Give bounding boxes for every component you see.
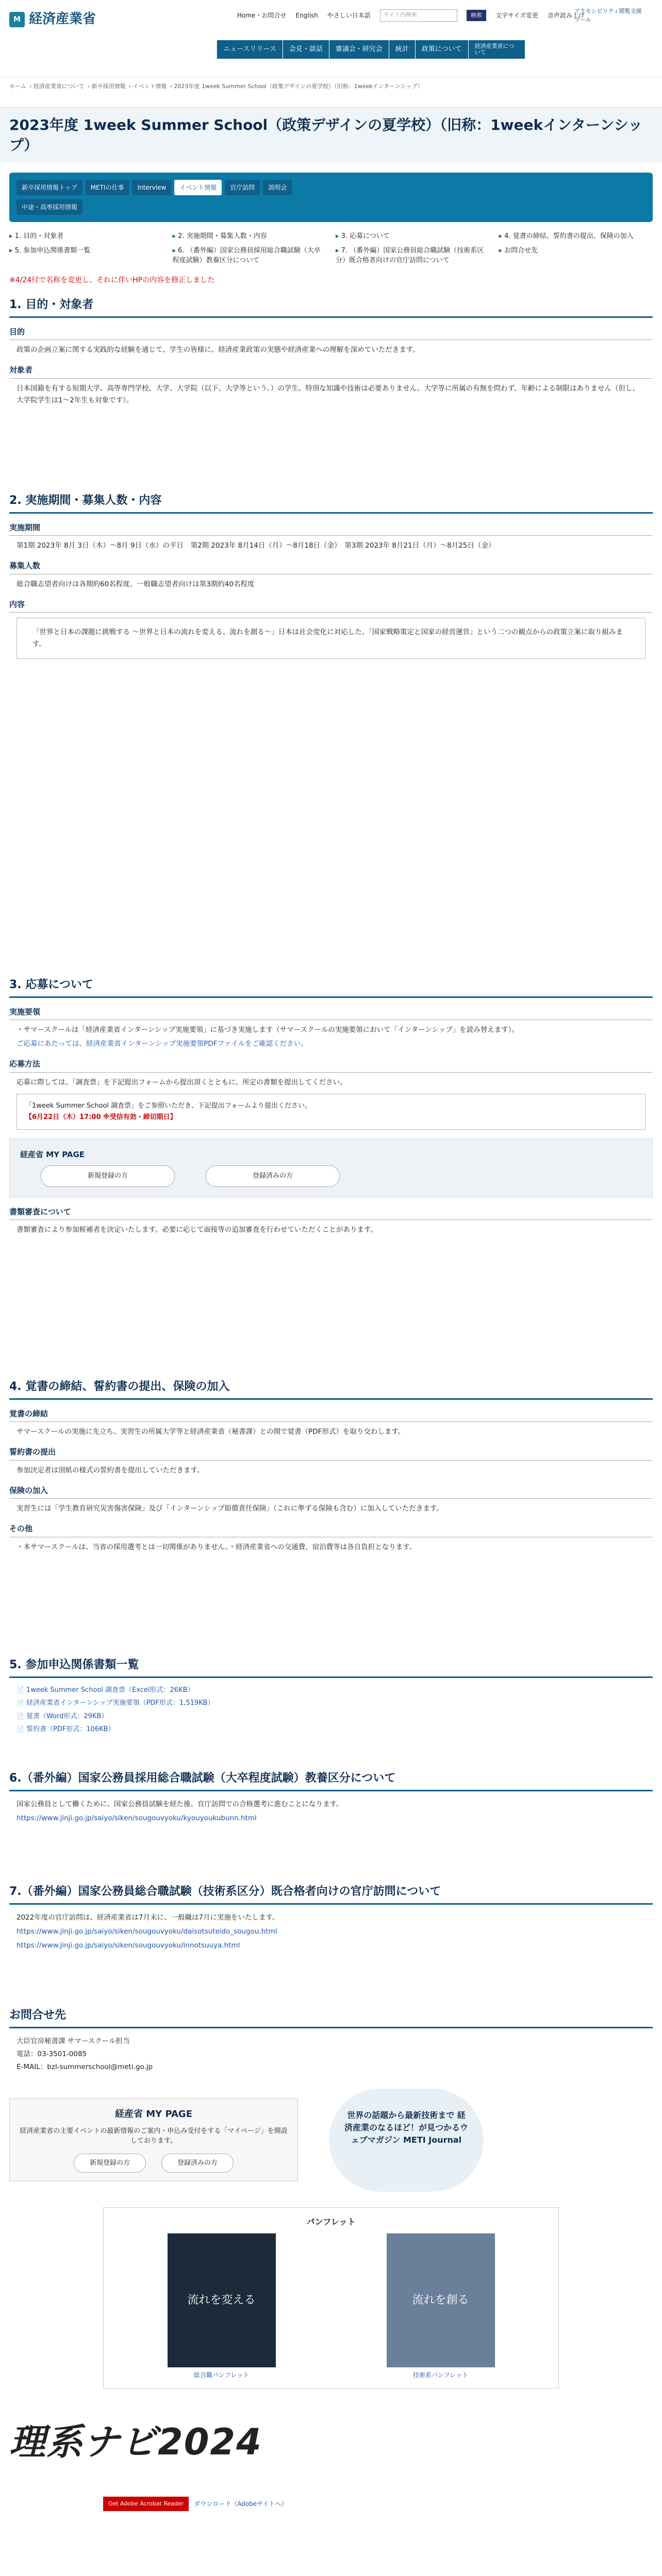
gnav-council[interactable]: 審議会・研究会 — [329, 40, 389, 59]
paragraph: 第1期 2023年 8月 3日（木）〜8月 9日（水）の平日 第2期 2023年 8月14日（月）〜8月18日（金） 第3期 2023年 8月21日（月）〜8月25日（金） — [16, 541, 495, 550]
adobe-icon[interactable]: Get Adobe Acrobat Reader — [103, 2497, 189, 2512]
subheading: その他 — [9, 1523, 653, 1537]
search-button[interactable]: 検索 — [467, 10, 486, 22]
login-button[interactable]: 登録済みの方 — [206, 1165, 340, 1187]
subheading: 書類審査について — [9, 1206, 653, 1221]
toc-item[interactable]: ▸ 3. 応募について — [336, 231, 490, 242]
application-box — [16, 1094, 646, 1130]
subheading: 誓約書の提出 — [9, 1446, 653, 1461]
toc-item[interactable]: ▸ 7. （番外編）国家公務員総合職試験（技術系区分）既合格者向けの官庁訪問について — [336, 246, 490, 266]
mypage-panel — [9, 1138, 653, 1198]
paragraph: 総合職志望者向けは各期約60名程度、一般職志望者向けは第3期約40名程度 — [16, 580, 255, 588]
util-font-size[interactable]: 文字サイズ変更 — [495, 12, 538, 19]
section-heading: 6.（番外編）国家公務員採用総合職試験（大卒程度試験）教養区分について — [9, 1770, 653, 1791]
toc-item[interactable]: ▸ 1. 目的・対象者 — [9, 231, 163, 242]
gnav-news[interactable]: ニュースリリース — [217, 40, 283, 59]
subheading: 応募方法 — [9, 1058, 653, 1073]
contact-line: 大臣官房秘書課 サマースクール担当 — [16, 2037, 130, 2045]
doc-link[interactable]: 1week Summer School 調査票（Excel形式：26KB） — [26, 1686, 194, 1694]
pamphlet-link[interactable]: 総合職パンフレット — [193, 2371, 250, 2379]
localnav-event[interactable]: イベント情報 — [174, 180, 222, 195]
pamphlet-title: パンフレット — [306, 2216, 356, 2227]
section-period — [9, 492, 653, 966]
register-button[interactable]: 新規登録の方 — [41, 1165, 175, 1187]
title-band — [0, 107, 662, 162]
localnav-interview[interactable]: Interview — [132, 180, 171, 195]
section-documents — [9, 1656, 653, 1759]
subheading: 覚書の締結 — [9, 1408, 653, 1422]
util-read-aloud[interactable]: 音声読み上げ — [547, 12, 585, 19]
paragraph: 「世界と日本の課題に挑戦する 〜世界と日本の流れを変える、流れを創る〜」日本は社会変化に対応した、「国家戦略策定と国家の経営運営」という二つの観点からの政策立案に取り組みます。 — [32, 628, 623, 649]
gnav-stats[interactable]: 統計 — [389, 40, 416, 59]
utility-nav — [237, 9, 585, 22]
subheading: 内容 — [9, 599, 653, 613]
gnav-press[interactable]: 会見・談話 — [283, 40, 329, 59]
paragraph: 2022年度の官庁訪問は、経済産業省は7月末に、一般職は7月に実施をいたします。 — [16, 1913, 279, 1922]
section-contact — [9, 2007, 653, 2073]
toc-item[interactable]: ▸ お問合せ先 — [499, 246, 653, 266]
section-heading: 4. 覚書の締結、誓約書の提出、保険の加入 — [9, 1378, 653, 1400]
pamphlet-box — [103, 2207, 559, 2388]
meti-logo-icon: M — [9, 12, 25, 27]
util-home[interactable]: Home・お問合せ — [237, 12, 287, 19]
section-heading: お問合せ先 — [9, 2007, 653, 2028]
site-header — [0, 0, 662, 77]
search-input[interactable]: サイト内検索 — [380, 9, 457, 22]
page-title: 2023年度 1week Summer School（政策デザインの夏学校）（旧称：1weekインターンシップ） — [9, 116, 643, 154]
section-heading: 7.（番外編）国家公務員総合職試験（技術系区分）既合格者向けの官庁訪問について — [9, 1883, 653, 1905]
mypage-footer-panel — [9, 2089, 653, 2192]
rikeinavi-banner[interactable]: 理系ナビ2024 — [9, 2421, 262, 2464]
toc-item[interactable]: ▸ 6. （番外編）国家公務員採用総合職試験（大卒程度試験）教養区分について — [173, 246, 327, 266]
section-agreement — [9, 1378, 653, 1646]
doc-link[interactable]: 誓約書（PDF形式：106KB） — [26, 1725, 115, 1734]
rename-notice: ※4/24付で名称を変更し、それに伴いHPの内容を修正しました — [9, 276, 215, 284]
section-purpose — [9, 296, 653, 482]
toc-item[interactable]: ▸ 5. 参加申込関係書類一覧 — [9, 246, 163, 266]
gnav-about[interactable]: 経済産業省について — [469, 40, 525, 59]
crumb-home[interactable]: ホーム — [9, 83, 26, 90]
jinji-link[interactable]: https://www.jinji.go.jp/saiyo/siken/sougouvyoku/innotsuuya.html — [16, 1941, 240, 1950]
paragraph: 国家公務員として働くために、国家公務員試験を経た後、官庁訪問での合格選考に進むことになります。 — [16, 1800, 343, 1808]
application-text: 「1week Summer School 調査票」をご参照いただき、下記提出フォームより提出ください。 — [25, 1101, 311, 1110]
accessibility-tool[interactable]: アクセシビリティ閲覧支援ツール — [574, 8, 642, 23]
meti-journal-banner[interactable]: 世界の話題から最新技術まで 経済産業のなるほど！が見つかるウェブマガジン METI Journal — [329, 2089, 484, 2192]
doc-link[interactable]: 経済産業省インターンシップ実施要領（PDF形式：1,519KB） — [26, 1699, 214, 1707]
global-nav — [217, 40, 525, 59]
breadcrumb: ホーム › 経済産業省について › 新卒採用情報 › イベント情報 › 2023年度 1week Summer School（政策デザインの夏学校）（旧称：1weekインターンシップ） — [9, 83, 423, 90]
crumb-about[interactable]: 経済産業省について — [33, 83, 85, 90]
section-heading: 1. 目的・対象者 — [9, 296, 653, 318]
gnav-policy[interactable]: 政策について — [416, 40, 469, 59]
localnav-briefing[interactable]: 説明会 — [263, 180, 292, 195]
doc-link[interactable]: 覚書（Word形式：29KB） — [26, 1712, 108, 1720]
localnav-visit[interactable]: 官庁訪問 — [225, 180, 260, 195]
paragraph: サマースクールの実施に先立ち、実習生の所属大学等と経済産業省（秘書課）との間で覚書（PDF形式）を取り交わします。 — [16, 1428, 405, 1436]
crumb-current: 2023年度 1week Summer School（政策デザインの夏学校）（旧称：1weekインターンシップ） — [174, 83, 423, 90]
guideline-pdf-link[interactable]: ご応募にあたっては、経済産業省インターンシップ実施要領PDFファイルをご確認ください。 — [16, 1040, 308, 1048]
subheading: 実施要領 — [9, 1006, 653, 1021]
local-nav — [9, 173, 653, 222]
subheading: 保険の加入 — [9, 1485, 653, 1499]
subheading: 実施期間 — [9, 522, 653, 536]
jinji-link[interactable]: https://www.jinji.go.jp/saiyo/siken/sougouvyoku/daisotsuteido_sougou.html — [16, 1927, 277, 1936]
table-of-contents — [9, 231, 653, 266]
paragraph: 参加決定者は別紙の様式の誓約書を提出していただきます。 — [16, 1466, 204, 1475]
paragraph: 応募に際しては、「調査票」を下記提出フォームから提出頂くとともに、所定の書類を提出してください。 — [16, 1078, 347, 1087]
paragraph: ・本サマースクールは、当省の採用選考とは一切関係がありません。・経済産業省への交通費、宿泊費等は各自負担となります。 — [16, 1543, 417, 1551]
content-box — [16, 618, 646, 659]
section-visit — [9, 1883, 653, 1996]
jinji-link[interactable]: https://www.jinji.go.jp/saiyo/siken/sougouvyoku/kyouyoukubunn.html — [16, 1814, 257, 1822]
localnav-midcareer[interactable]: 中途・高専採用情報 — [16, 199, 82, 215]
pamphlet-image[interactable]: 流れを変える — [168, 2233, 276, 2367]
section-heading: 5. 参加申込関係書類一覧 — [9, 1656, 653, 1678]
section-heading: 3. 応募について — [9, 976, 653, 998]
util-english[interactable]: English — [295, 12, 318, 19]
section-exam — [9, 1770, 653, 1873]
login-button[interactable]: 登録済みの方 — [161, 2154, 234, 2173]
register-button[interactable]: 新規登録の方 — [74, 2154, 146, 2173]
util-easy-japanese[interactable]: やさしい日本語 — [327, 12, 371, 19]
subheading: 募集人数 — [9, 560, 653, 574]
site-logo[interactable] — [9, 9, 96, 29]
toc-item[interactable]: ▸ 2. 実施期間・募集人数・内容 — [173, 231, 327, 242]
paragraph: ・サマースクールは「経済産業省インターンシップ実施要領」に基づき実施します（サマースクールの実施要領において「インターンシップ」を読み替えます）。 — [16, 1026, 519, 1035]
contact-line: 電話：03-3501-0085 — [16, 2049, 87, 2058]
mypage-title: 経産省 MY PAGE — [114, 2108, 193, 2120]
logo-text: 経済産業省 — [29, 11, 96, 27]
paragraph: 書類審査により参加候補者を決定いたします。必要に応じて面接等の追加審査を行わせていただくことがあります。 — [16, 1226, 377, 1234]
localnav-work[interactable]: METIの仕事 — [86, 180, 129, 195]
pamphlet-image[interactable]: 流れを創る — [387, 2233, 495, 2367]
localnav-top[interactable]: 新卒採用情報トップ — [16, 180, 82, 195]
mypage-title: 経産省 MY PAGE — [20, 1149, 85, 1159]
crumb-event[interactable]: イベント情報 — [133, 83, 167, 90]
section-heading: 2. 実施期間・募集人数・内容 — [9, 492, 653, 514]
subheading: 目的 — [9, 326, 653, 341]
toc-item[interactable]: ▸ 4. 覚書の締結、誓約書の提出、保険の加入 — [499, 231, 653, 242]
section-apply — [9, 976, 653, 1368]
crumb-recruit[interactable]: 新卒採用情報 — [91, 83, 126, 90]
deadline: 【6月22日（木）17:00 ※受信有効・締切期日】 — [25, 1113, 177, 1121]
adobe-download — [103, 2497, 559, 2512]
contact-email[interactable]: E-MAIL：bzl-summerschool@meti.go.jp — [16, 2062, 153, 2071]
paragraph: 政策の企画立案に関する実践的な経験を通じて、学生の皆様に、経済産業政策の実態や経済産業への理解を深めていただきます。 — [16, 346, 420, 354]
paragraph: 日本国籍を有する短期大学、高等専門学校、大学、大学院（以下、大学等という。）の学生。特別な知識や技術は必要ありません。大学等に所属の有無を問わず、年齢による制限はありません（但し、大学院学生は1〜2年生も対象です）。 — [16, 384, 639, 404]
adobe-link[interactable]: ダウンロード（Adobeサイトへ） — [194, 2500, 288, 2507]
pamphlet-link[interactable]: 技術系パンフレット — [412, 2371, 469, 2379]
paragraph: 実習生には「学生教育研究災害傷害保険」及び「インターンシップ賠償責任保険」（これに準ずる保険も含む）に加入していただきます。 — [16, 1504, 443, 1513]
mypage-desc: 経済産業省の主要イベントの最新情報のご案内・申込み受付をする「マイページ」を開設しております。 — [20, 2127, 288, 2145]
subheading: 対象者 — [9, 364, 653, 379]
